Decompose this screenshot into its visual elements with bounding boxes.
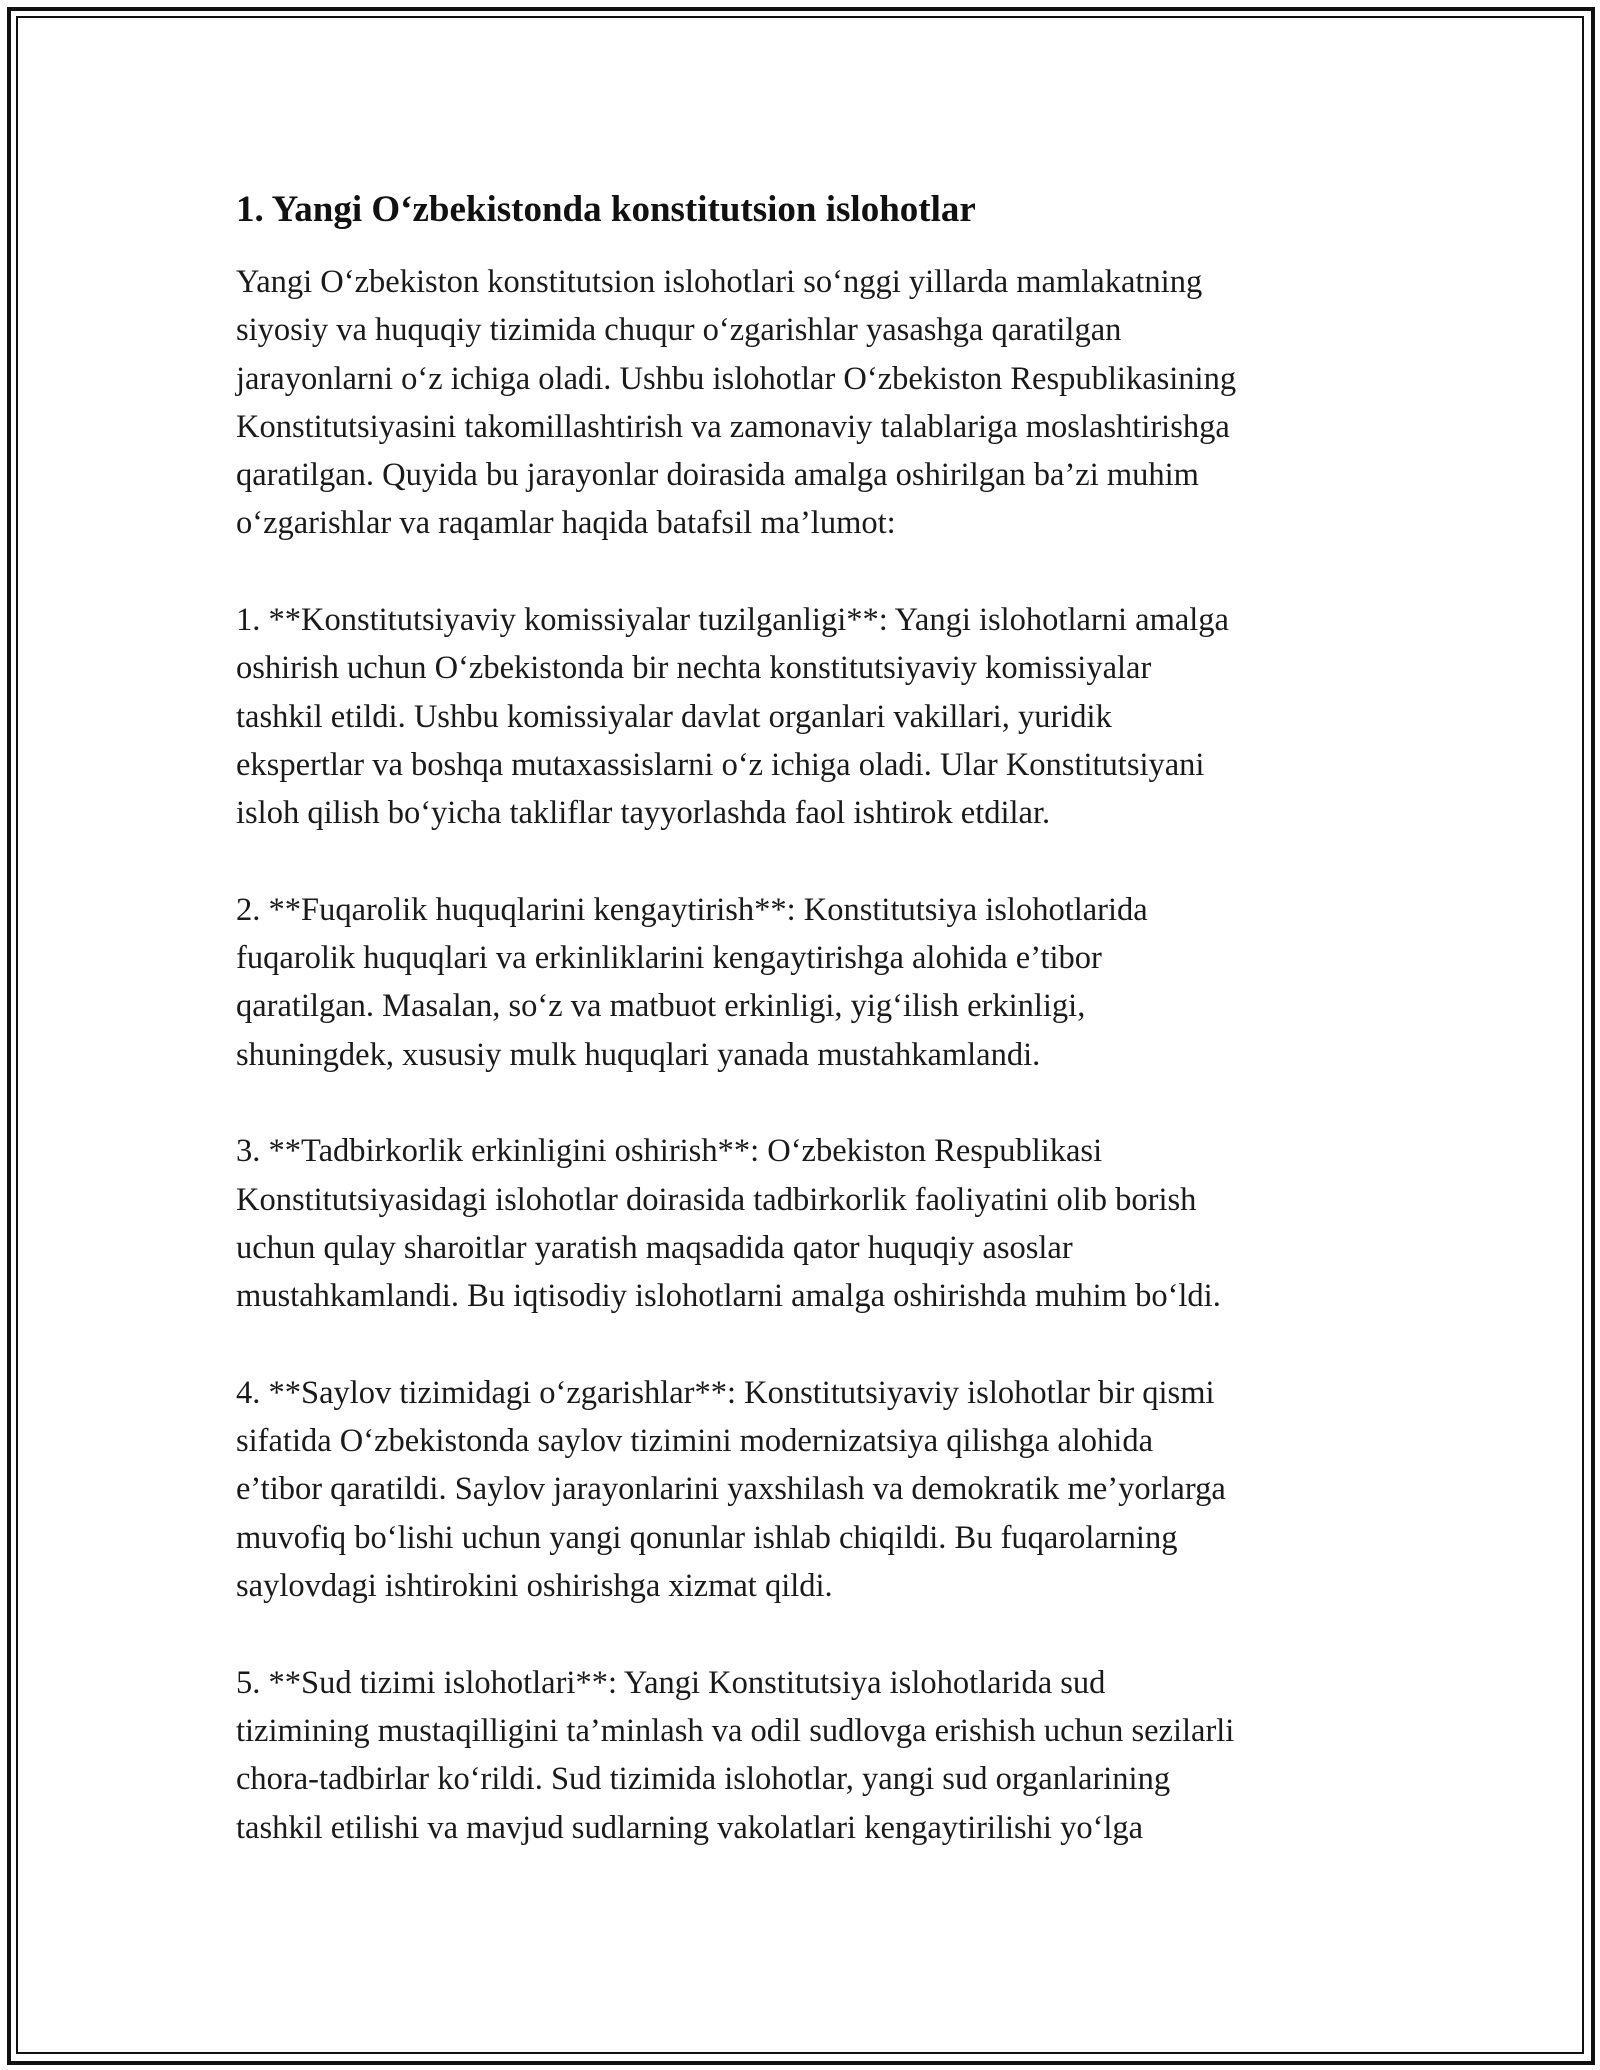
list-item-2: 2. **Fuqarolik huquqlarini kengaytirish**: Konstitutsiya islohotlarida fuqarolik huquqlari va erkinliklarini kengaytirishga alohida e’tibor qaratilgan. Masalan, so‘z va matbuot erkinligi, yig‘ilish erkinligi, shuningdek, xususiy mulk huquqlari yanada mustahkamlandi.: [236, 891, 1148, 1073]
list-item-3: 3. **Tadbirkorlik erkinligini oshirish**: O‘zbekiston Respublikasi Konstitutsiyasidagi islohotlar doirasida tadbirkorlik faoliyatini olib borish uchun qulay sharoitlar yaratish maqsadida qator huquqiy asoslar mustahkamlandi. Bu iqtisodiy islohotlarni amalga oshirishda muhim bo‘ldi.: [236, 1133, 1221, 1315]
document-page: [236, 186, 1376, 1900]
document-title: 1. Yangi O‘zbekistonda konstitutsion islohotlar: [236, 189, 976, 230]
list-item-4: 4. **Saylov tizimidagi o‘zgarishlar**: Konstitutsiyaviy islohotlar bir qismi sifatida O‘zbekistonda saylov tizimini modernizatsiya qilishga alohida e’tibor qaratildi. Saylov jarayonlarini yaxshilash va demokratik me’yorlarga muvofiq bo‘lishi uchun yangi qonunlar ishlab chiqildi. Bu fuqarolarning saylovdagi ishtirokini oshirishga xizmat qildi.: [236, 1374, 1226, 1605]
list-item-1: 1. **Konstitutsiyaviy komissiyalar tuzilganligi**: Yangi islohotlarni amalga oshirish uchun O‘zbekistonda bir nechta konstitutsiyaviy komissiyalar tashkil etildi. Ushbu komissiyalar davlat organlari vakillari, yuridik ekspertlar va boshqa mutaxassislarni o‘z ichiga oladi. Ular Konstitutsiyani isloh qilish bo‘yicha takliflar tayyorlashda faol ishtirok etdilar.: [236, 602, 1229, 832]
list-item-5: 5. **Sud tizimi islohotlari**: Yangi Konstitutsiya islohotlarida sud tizimining mustaqilligini ta’minlash va odil sudlovga erishish uchun sezilarli chora-tadbirlar ko‘rildi. Sud tizimida islohotlar, yangi sud organlarining tashkil etilishi va mavjud sudlarning vakolatlari kengaytirilishi yo‘lga: [236, 1664, 1235, 1846]
intro-paragraph: Yangi O‘zbekiston konstitutsion islohotlari so‘nggi yillarda mamlakatning siyosiy va huquqiy tizimida chuqur o‘zgarishlar yasashga qaratilgan jarayonlarni o‘z ichiga oladi. Ushbu islohotlar O‘zbekiston Respublikasining Konstitutsiyasini takomillashtirish va zamonaviy talablariga moslashtirishga qaratilgan. Quyida bu jarayonlar doirasida amalga oshirilgan ba’zi muhim o‘zgarishlar va raqamlar haqida batafsil ma’lumot:: [236, 264, 1237, 542]
